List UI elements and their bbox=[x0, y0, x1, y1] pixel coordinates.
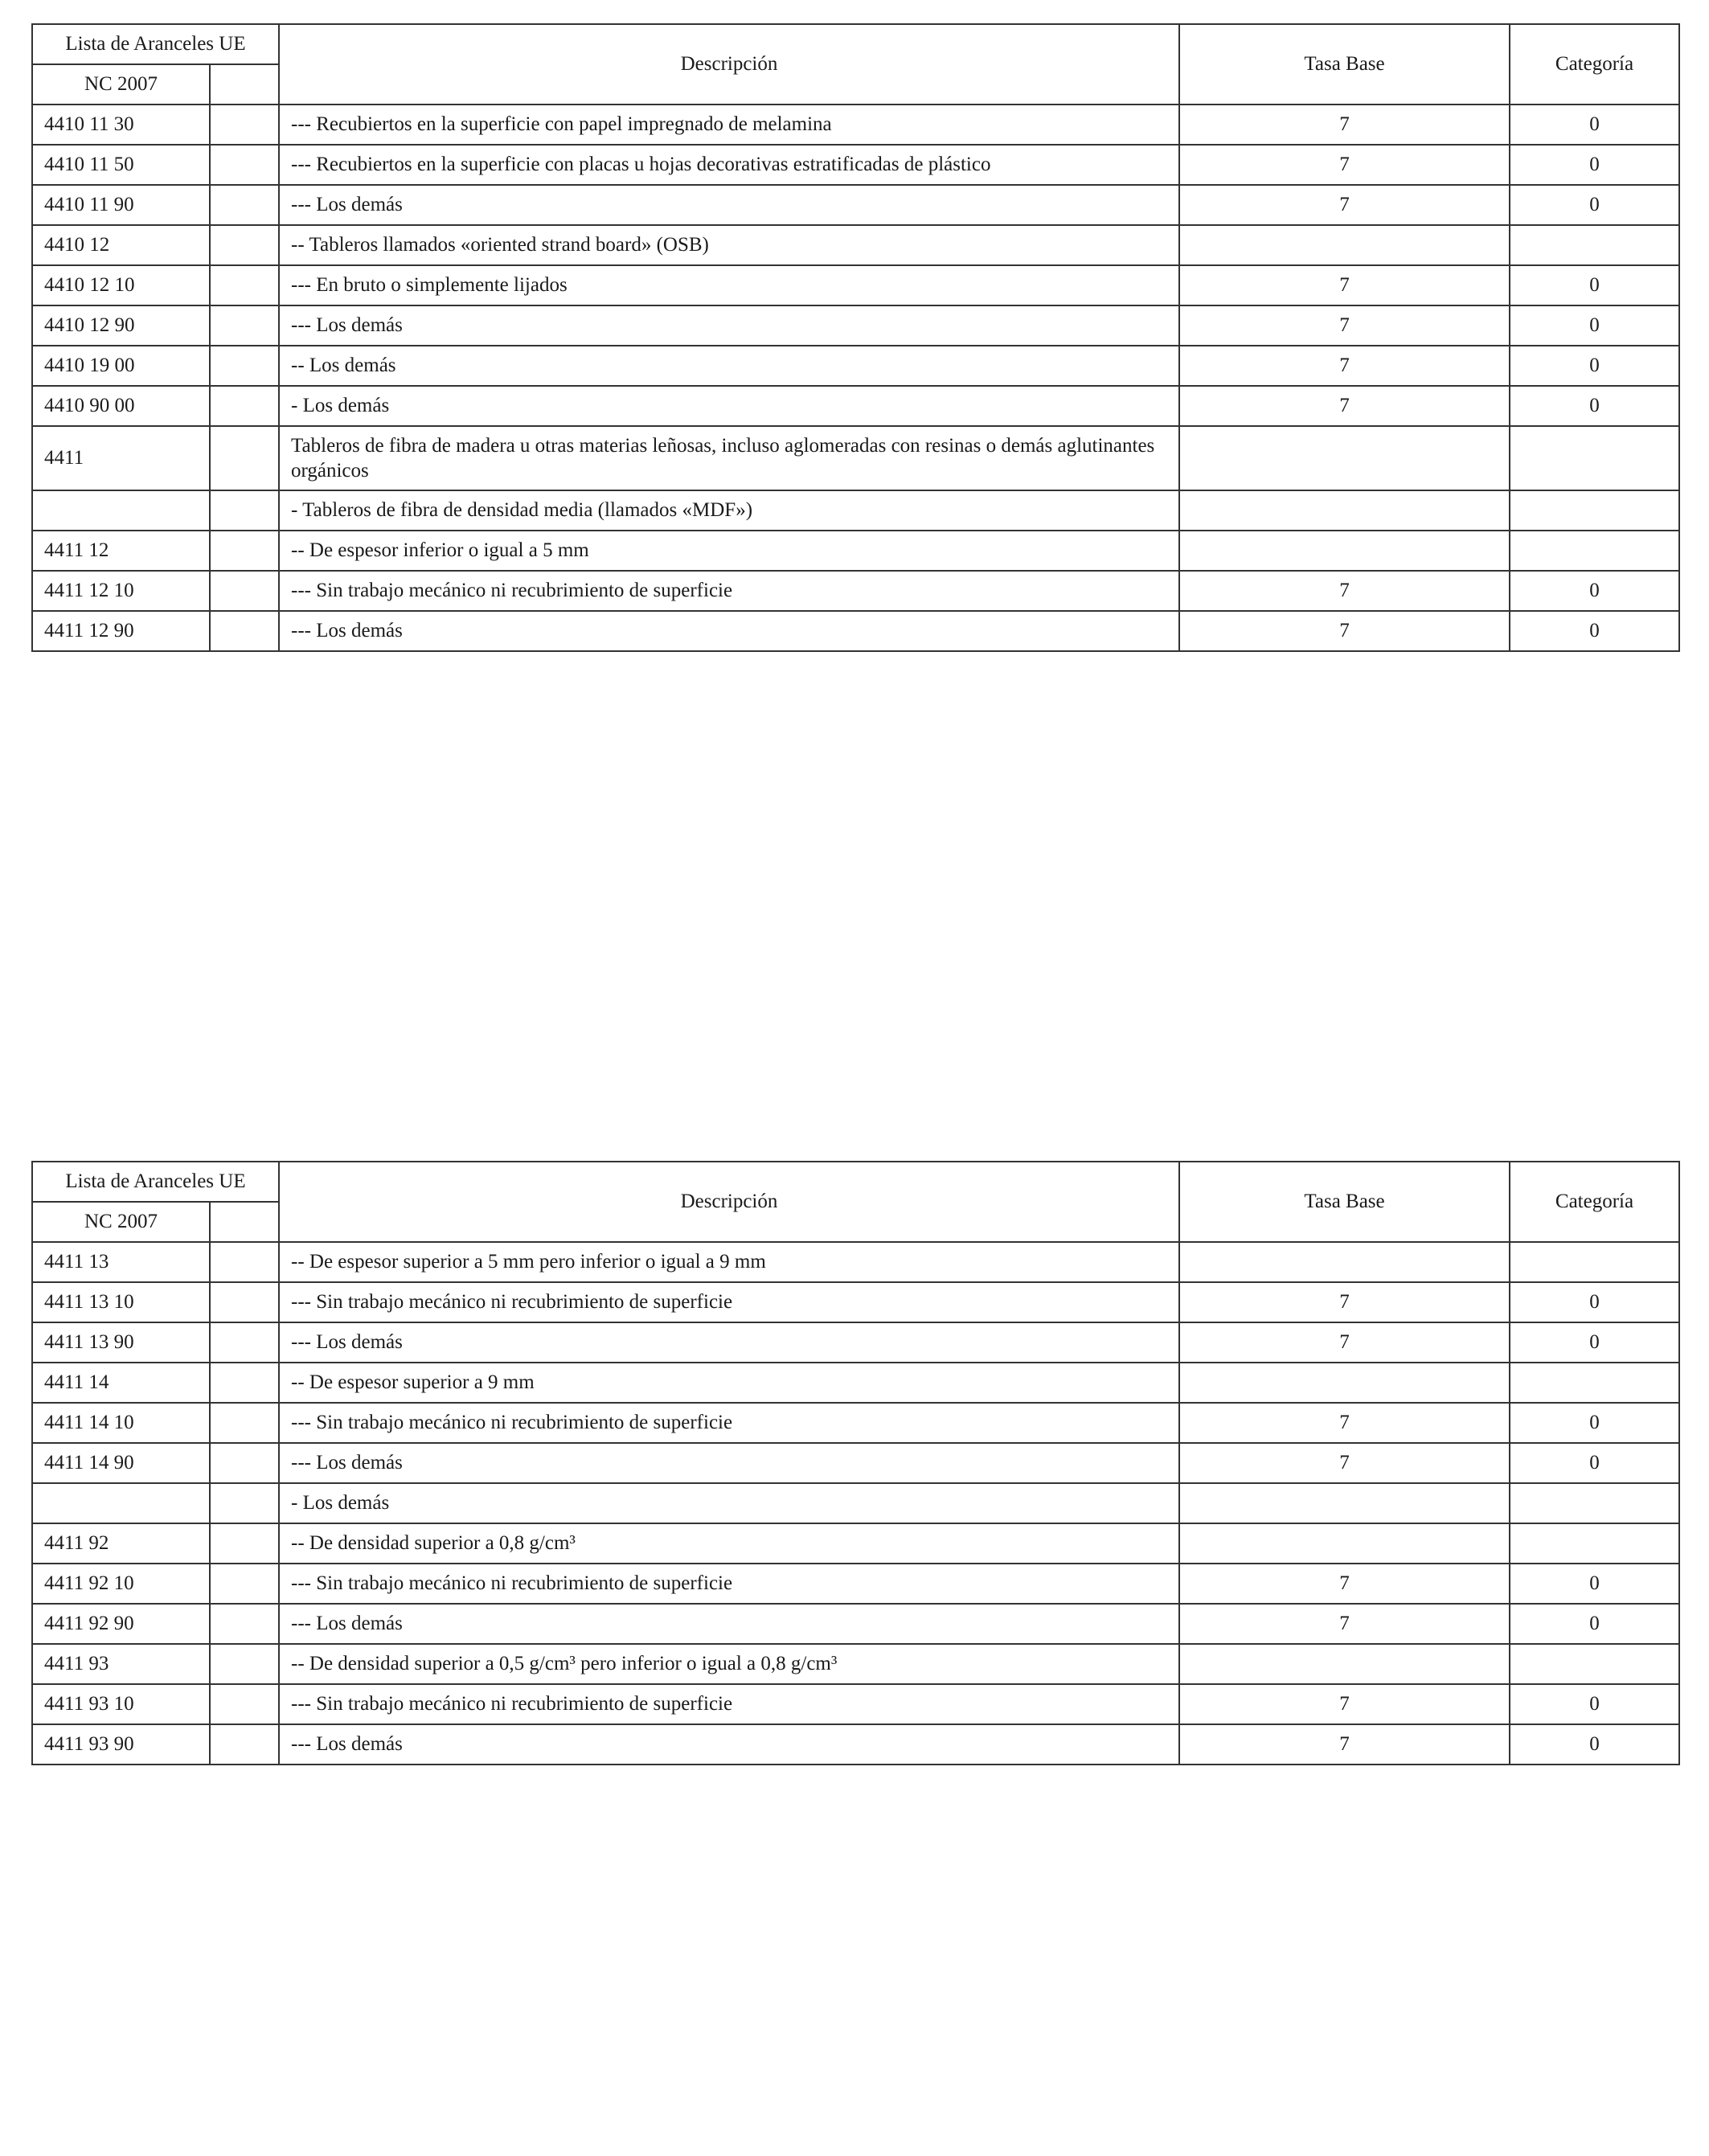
table-row bbox=[32, 225, 1679, 265]
header-nc-blank bbox=[210, 64, 279, 105]
blank-cell bbox=[210, 105, 279, 145]
header-descripcion: Descripción bbox=[279, 1162, 1179, 1242]
categoria-cell bbox=[1510, 1523, 1679, 1564]
blank-cell bbox=[210, 225, 279, 265]
blank-cell bbox=[210, 265, 279, 305]
code-cell: 4411 12 bbox=[32, 531, 210, 571]
categoria-cell: 0 bbox=[1510, 1684, 1679, 1724]
code-cell: 4411 14 10 bbox=[32, 1403, 210, 1443]
table-row bbox=[32, 1644, 1679, 1684]
tasa-cell: 7 bbox=[1179, 265, 1510, 305]
table-row bbox=[32, 531, 1679, 571]
categoria-cell: 0 bbox=[1510, 145, 1679, 185]
categoria-cell: 0 bbox=[1510, 265, 1679, 305]
description-cell: --- Los demás bbox=[279, 611, 1179, 651]
code-cell bbox=[32, 490, 210, 531]
blank-cell bbox=[210, 490, 279, 531]
table-row bbox=[32, 265, 1679, 305]
blank-cell bbox=[210, 1322, 279, 1363]
tasa-cell: 7 bbox=[1179, 611, 1510, 651]
categoria-cell: 0 bbox=[1510, 346, 1679, 386]
categoria-cell: 0 bbox=[1510, 185, 1679, 225]
blank-cell bbox=[210, 1443, 279, 1483]
table-row bbox=[32, 490, 1679, 531]
blank-cell bbox=[210, 386, 279, 426]
blank-cell bbox=[210, 1483, 279, 1523]
description-cell: --- Sin trabajo mecánico ni recubrimiento de superficie bbox=[279, 571, 1179, 611]
categoria-cell: 0 bbox=[1510, 386, 1679, 426]
blank-cell bbox=[210, 531, 279, 571]
description-cell: --- Sin trabajo mecánico ni recubrimiento de superficie bbox=[279, 1282, 1179, 1322]
table-row bbox=[32, 571, 1679, 611]
header-row bbox=[32, 24, 1679, 64]
code-cell: 4410 11 50 bbox=[32, 145, 210, 185]
description-cell: --- Los demás bbox=[279, 185, 1179, 225]
tasa-cell: 7 bbox=[1179, 1322, 1510, 1363]
header-categoria: Categoría bbox=[1510, 1162, 1679, 1242]
description-cell: --- Los demás bbox=[279, 1724, 1179, 1765]
description-cell: -- Tableros llamados «oriented strand board» (OSB) bbox=[279, 225, 1179, 265]
code-cell: 4411 13 10 bbox=[32, 1282, 210, 1322]
table-row bbox=[32, 105, 1679, 145]
code-cell: 4411 13 bbox=[32, 1242, 210, 1282]
table-row bbox=[32, 611, 1679, 651]
tasa-cell bbox=[1179, 225, 1510, 265]
header-lista: Lista de Aranceles UE bbox=[32, 1162, 279, 1202]
code-cell: 4411 14 90 bbox=[32, 1443, 210, 1483]
table-row bbox=[32, 305, 1679, 346]
code-cell: 4410 11 90 bbox=[32, 185, 210, 225]
blank-cell bbox=[210, 1363, 279, 1403]
description-cell: --- Sin trabajo mecánico ni recubrimiento de superficie bbox=[279, 1403, 1179, 1443]
blank-cell bbox=[210, 1403, 279, 1443]
blank-cell bbox=[210, 1684, 279, 1724]
table-row bbox=[32, 1403, 1679, 1443]
code-cell: 4411 92 90 bbox=[32, 1604, 210, 1644]
table-row bbox=[32, 145, 1679, 185]
description-cell: --- Sin trabajo mecánico ni recubrimiento de superficie bbox=[279, 1564, 1179, 1604]
code-cell: 4410 12 bbox=[32, 225, 210, 265]
header-nc: NC 2007 bbox=[32, 1202, 210, 1242]
code-cell: 4411 92 bbox=[32, 1523, 210, 1564]
blank-cell bbox=[210, 1724, 279, 1765]
header-nc: NC 2007 bbox=[32, 64, 210, 105]
description-cell: -- De densidad superior a 0,8 g/cm³ bbox=[279, 1523, 1179, 1564]
code-cell bbox=[32, 1483, 210, 1523]
code-cell: 4410 11 30 bbox=[32, 105, 210, 145]
code-cell: 4411 12 90 bbox=[32, 611, 210, 651]
description-cell: --- Los demás bbox=[279, 1322, 1179, 1363]
tasa-cell bbox=[1179, 1483, 1510, 1523]
categoria-cell: 0 bbox=[1510, 571, 1679, 611]
tasa-cell bbox=[1179, 531, 1510, 571]
tasa-cell bbox=[1179, 1363, 1510, 1403]
blank-cell bbox=[210, 1523, 279, 1564]
tasa-cell: 7 bbox=[1179, 1564, 1510, 1604]
tasa-cell bbox=[1179, 426, 1510, 490]
description-cell: --- Los demás bbox=[279, 305, 1179, 346]
categoria-cell: 0 bbox=[1510, 611, 1679, 651]
table-row bbox=[32, 1483, 1679, 1523]
header-nc-blank bbox=[210, 1202, 279, 1242]
tasa-cell: 7 bbox=[1179, 1684, 1510, 1724]
blank-cell bbox=[210, 1604, 279, 1644]
description-cell: Tableros de fibra de madera u otras materias leñosas, incluso aglomeradas con resinas o demás aglutinantes orgánicos bbox=[279, 426, 1179, 490]
code-cell: 4411 bbox=[32, 426, 210, 490]
tasa-cell: 7 bbox=[1179, 185, 1510, 225]
blank-cell bbox=[210, 1242, 279, 1282]
table-row bbox=[32, 1443, 1679, 1483]
table-row bbox=[32, 1322, 1679, 1363]
description-cell: --- Los demás bbox=[279, 1604, 1179, 1644]
header-lista: Lista de Aranceles UE bbox=[32, 24, 279, 64]
blank-cell bbox=[210, 305, 279, 346]
description-cell: --- En bruto o simplemente lijados bbox=[279, 265, 1179, 305]
header-categoria: Categoría bbox=[1510, 24, 1679, 105]
code-cell: 4411 13 90 bbox=[32, 1322, 210, 1363]
categoria-cell: 0 bbox=[1510, 1724, 1679, 1765]
header-tasa-base: Tasa Base bbox=[1179, 24, 1510, 105]
description-cell: -- Los demás bbox=[279, 346, 1179, 386]
header-tasa-base: Tasa Base bbox=[1179, 1162, 1510, 1242]
header-row bbox=[32, 1162, 1679, 1202]
tasa-cell: 7 bbox=[1179, 105, 1510, 145]
blank-cell bbox=[210, 571, 279, 611]
code-cell: 4411 12 10 bbox=[32, 571, 210, 611]
categoria-cell: 0 bbox=[1510, 1604, 1679, 1644]
categoria-cell: 0 bbox=[1510, 1282, 1679, 1322]
tasa-cell bbox=[1179, 1523, 1510, 1564]
blank-cell bbox=[210, 1644, 279, 1684]
tasa-cell: 7 bbox=[1179, 571, 1510, 611]
description-cell: - Tableros de fibra de densidad media (llamados «MDF») bbox=[279, 490, 1179, 531]
tasa-cell: 7 bbox=[1179, 346, 1510, 386]
table-row bbox=[32, 1242, 1679, 1282]
table-row bbox=[32, 185, 1679, 225]
blank-cell bbox=[210, 611, 279, 651]
table-row bbox=[32, 386, 1679, 426]
blank-cell bbox=[210, 346, 279, 386]
description-cell: --- Recubiertos en la superficie con placas u hojas decorativas estratificadas de plástico bbox=[279, 145, 1179, 185]
description-cell: -- De espesor superior a 5 mm pero inferior o igual a 9 mm bbox=[279, 1242, 1179, 1282]
description-cell: --- Recubiertos en la superficie con papel impregnado de melamina bbox=[279, 105, 1179, 145]
categoria-cell bbox=[1510, 1363, 1679, 1403]
categoria-cell: 0 bbox=[1510, 1322, 1679, 1363]
header-descripcion: Descripción bbox=[279, 24, 1179, 105]
table-row bbox=[32, 1564, 1679, 1604]
tasa-cell: 7 bbox=[1179, 305, 1510, 346]
code-cell: 4411 92 10 bbox=[32, 1564, 210, 1604]
tariff-table-1 bbox=[31, 23, 1680, 652]
blank-cell bbox=[210, 145, 279, 185]
description-cell: --- Sin trabajo mecánico ni recubrimiento de superficie bbox=[279, 1684, 1179, 1724]
table-row bbox=[32, 1282, 1679, 1322]
description-cell: - Los demás bbox=[279, 1483, 1179, 1523]
categoria-cell: 0 bbox=[1510, 1403, 1679, 1443]
categoria-cell: 0 bbox=[1510, 1564, 1679, 1604]
tasa-cell: 7 bbox=[1179, 145, 1510, 185]
tasa-cell: 7 bbox=[1179, 1604, 1510, 1644]
tasa-cell: 7 bbox=[1179, 1724, 1510, 1765]
tasa-cell bbox=[1179, 1242, 1510, 1282]
blank-cell bbox=[210, 426, 279, 490]
code-cell: 4411 93 90 bbox=[32, 1724, 210, 1765]
tariff-table-2 bbox=[31, 1161, 1680, 1765]
table-row bbox=[32, 426, 1679, 490]
categoria-cell bbox=[1510, 1483, 1679, 1523]
categoria-cell: 0 bbox=[1510, 1443, 1679, 1483]
categoria-cell: 0 bbox=[1510, 305, 1679, 346]
code-cell: 4411 93 bbox=[32, 1644, 210, 1684]
code-cell: 4410 12 10 bbox=[32, 265, 210, 305]
code-cell: 4410 12 90 bbox=[32, 305, 210, 346]
description-cell: - Los demás bbox=[279, 386, 1179, 426]
categoria-cell bbox=[1510, 490, 1679, 531]
blank-cell bbox=[210, 1564, 279, 1604]
categoria-cell bbox=[1510, 531, 1679, 571]
table-row bbox=[32, 1363, 1679, 1403]
code-cell: 4411 93 10 bbox=[32, 1684, 210, 1724]
code-cell: 4410 19 00 bbox=[32, 346, 210, 386]
description-cell: -- De espesor inferior o igual a 5 mm bbox=[279, 531, 1179, 571]
blank-cell bbox=[210, 1282, 279, 1322]
code-cell: 4411 14 bbox=[32, 1363, 210, 1403]
tasa-cell: 7 bbox=[1179, 1443, 1510, 1483]
categoria-cell bbox=[1510, 225, 1679, 265]
tasa-cell bbox=[1179, 1644, 1510, 1684]
description-cell: -- De espesor superior a 9 mm bbox=[279, 1363, 1179, 1403]
tasa-cell: 7 bbox=[1179, 1282, 1510, 1322]
categoria-cell bbox=[1510, 1644, 1679, 1684]
description-cell: -- De densidad superior a 0,5 g/cm³ pero inferior o igual a 0,8 g/cm³ bbox=[279, 1644, 1179, 1684]
table-row bbox=[32, 1724, 1679, 1765]
categoria-cell bbox=[1510, 1242, 1679, 1282]
table-row bbox=[32, 1684, 1679, 1724]
categoria-cell bbox=[1510, 426, 1679, 490]
code-cell: 4410 90 00 bbox=[32, 386, 210, 426]
tasa-cell: 7 bbox=[1179, 1403, 1510, 1443]
table-row bbox=[32, 346, 1679, 386]
tasa-cell: 7 bbox=[1179, 386, 1510, 426]
table-row bbox=[32, 1523, 1679, 1564]
description-cell: --- Los demás bbox=[279, 1443, 1179, 1483]
tasa-cell bbox=[1179, 490, 1510, 531]
blank-cell bbox=[210, 185, 279, 225]
categoria-cell: 0 bbox=[1510, 105, 1679, 145]
table-row bbox=[32, 1604, 1679, 1644]
